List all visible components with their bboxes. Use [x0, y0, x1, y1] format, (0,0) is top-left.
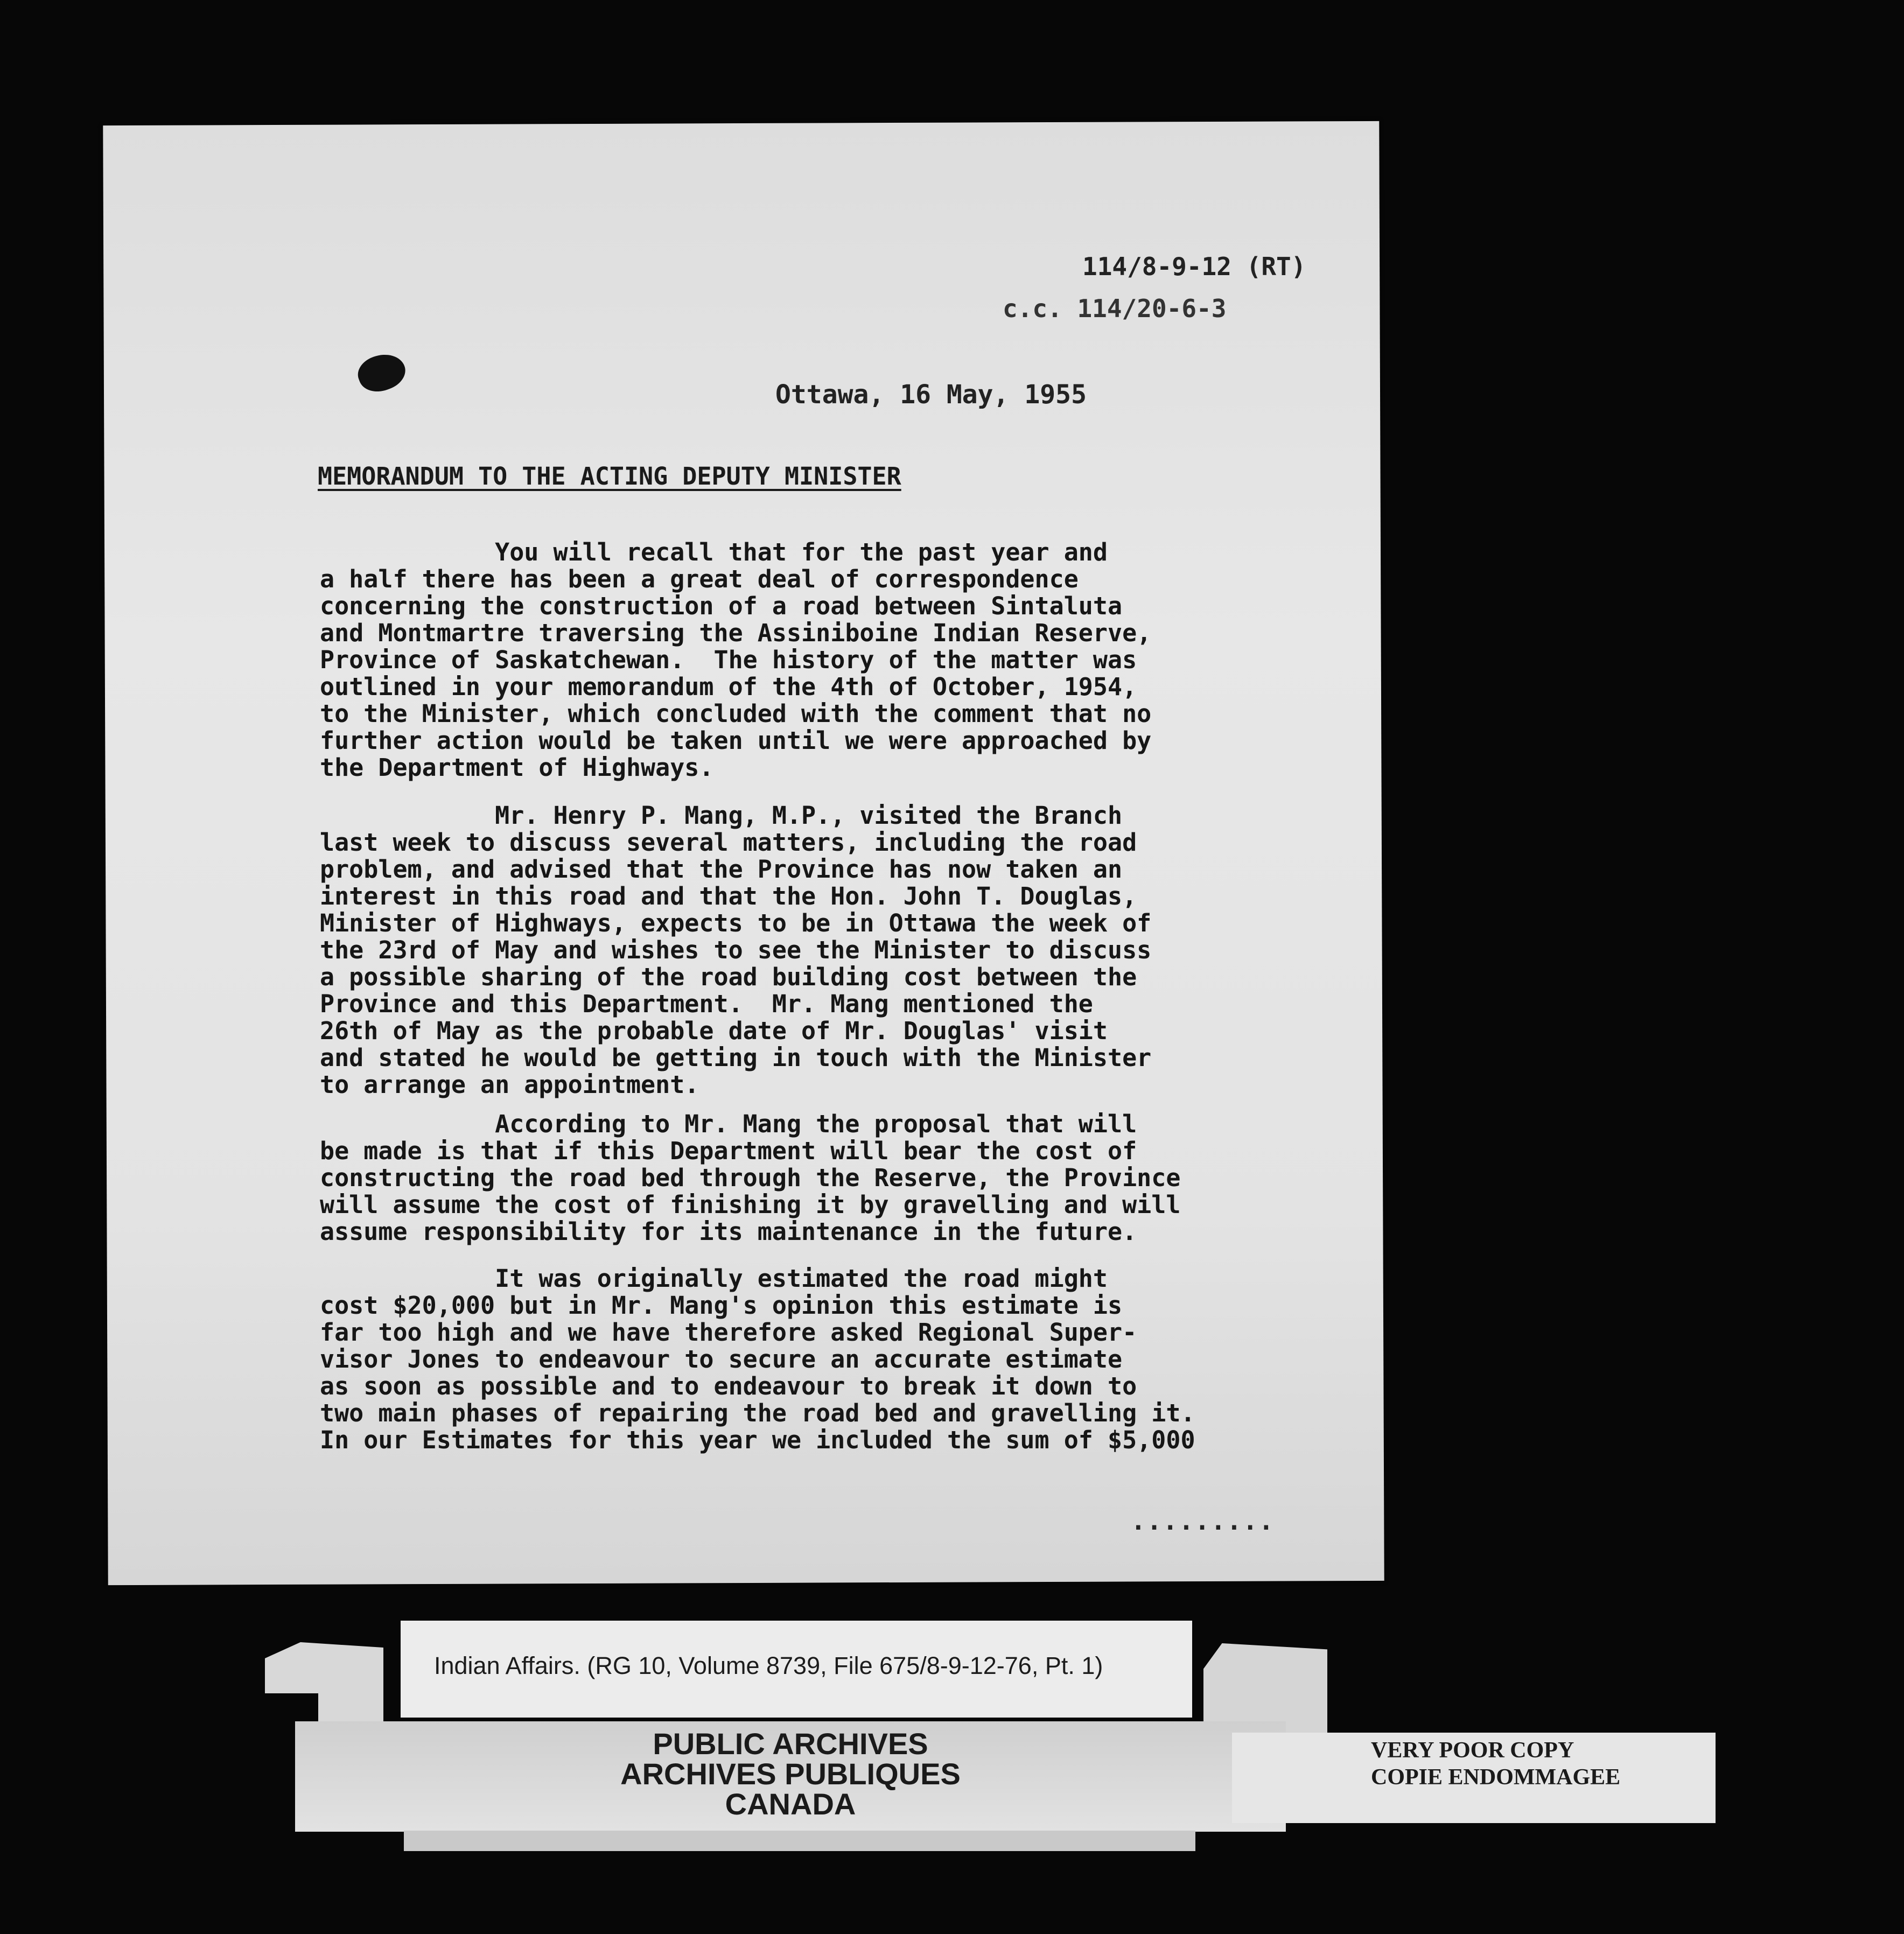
paragraph-line: constructing the road bed through the Reserve, the Province — [320, 1164, 1181, 1192]
paragraph-2 — [320, 802, 1151, 1098]
quality-line-english: VERY POOR COPY — [1371, 1738, 1574, 1763]
carbon-copy-reference: c.c. 114/20-6-3 — [1003, 294, 1227, 323]
archives-line-country: CANADA — [725, 1787, 856, 1821]
paragraph-line: the Department of Highways. — [320, 753, 714, 782]
paragraph-line: the 23rd of May and wishes to see the Minister to discuss — [320, 936, 1152, 964]
paragraph-line: two main phases of repairing the road bed and gravelling it. — [320, 1399, 1195, 1427]
continuation-dots: ......... — [1131, 1506, 1275, 1536]
paragraph-line: will assume the cost of finishing it by gravelling and will — [320, 1190, 1181, 1219]
paragraph-line: It was originally estimated the road might — [320, 1264, 1108, 1293]
paragraph-line: 26th of May as the probable date of Mr. Douglas' visit — [320, 1017, 1108, 1045]
paragraph-line: last week to discuss several matters, including the road — [320, 828, 1137, 857]
paragraph-line: be made is that if this Department will bear the cost of — [320, 1137, 1137, 1165]
paragraph-3 — [320, 1111, 1180, 1245]
archives-label — [295, 1721, 1286, 1832]
quality-line-french: COPIE ENDOMMAGEE — [1371, 1765, 1621, 1790]
paragraph-line: a half there has been a great deal of correspondence — [320, 565, 1079, 593]
paragraph-line: to arrange an appointment. — [320, 1070, 699, 1099]
paragraph-line: Minister of Highways, expects to be in Ottawa the week of — [320, 909, 1152, 937]
paragraph-line: as soon as possible and to endeavour to break it down to — [320, 1372, 1137, 1400]
quality-label — [1232, 1733, 1716, 1823]
paragraph-line: and Montmartre traversing the Assiniboine Indian Reserve, — [320, 619, 1152, 647]
archives-line-english: PUBLIC ARCHIVES — [653, 1727, 928, 1761]
paragraph-line: You will recall that for the past year and — [320, 538, 1108, 566]
paragraph-line: In our Estimates for this year we included the sum of $5,000 — [320, 1426, 1195, 1454]
punched-hole — [353, 348, 410, 397]
bottom-strip — [404, 1831, 1195, 1851]
paragraph-line: problem, and advised that the Province has now taken an — [320, 855, 1123, 884]
paragraph-line: further action would be taken until we were approached by — [320, 726, 1152, 755]
paragraph-line: to the Minister, which concluded with the comment that no — [320, 699, 1152, 728]
archives-line-french: ARCHIVES PUBLIQUES — [620, 1757, 961, 1791]
paragraph-1 — [320, 539, 1151, 781]
paragraph-line: interest in this road and that the Hon. John T. Douglas, — [320, 882, 1137, 910]
paragraph-line: outlined in your memorandum of the 4th of October, 1954, — [320, 672, 1137, 701]
paragraph-line: a possible sharing of the road building cost between the — [320, 963, 1137, 991]
paragraph-line: assume responsibility for its maintenance in the future. — [320, 1217, 1137, 1246]
paragraph-line: visor Jones to endeavour to secure an accurate estimate — [320, 1345, 1123, 1374]
memo-date: Ottawa, 16 May, 1955 — [775, 380, 1087, 410]
citation-label — [401, 1621, 1192, 1718]
paragraph-line: cost $20,000 but in Mr. Mang's opinion this estimate is — [320, 1291, 1123, 1320]
paragraph-line: far too high and we have therefore asked Regional Super- — [320, 1318, 1137, 1347]
paragraph-line: concerning the construction of a road between Sintaluta — [320, 592, 1123, 620]
paragraph-4 — [320, 1265, 1195, 1454]
paragraph-line: Mr. Henry P. Mang, M.P., visited the Branch — [320, 801, 1123, 830]
paragraph-line: Province and this Department. Mr. Mang mentioned the — [320, 990, 1093, 1018]
memo-heading: MEMORANDUM TO THE ACTING DEPUTY MINISTER — [318, 462, 901, 490]
paragraph-line: Province of Saskatchewan. The history of the matter was — [320, 646, 1137, 674]
paragraph-line: According to Mr. Mang the proposal that will — [320, 1110, 1137, 1138]
file-reference: 114/8-9-12 (RT) — [1082, 252, 1306, 281]
citation-text: Indian Affairs. (RG 10, Volume 8739, File 675/8-9-12-76, Pt. 1) — [434, 1652, 1103, 1679]
paragraph-line: and stated he would be getting in touch with the Minister — [320, 1043, 1152, 1072]
